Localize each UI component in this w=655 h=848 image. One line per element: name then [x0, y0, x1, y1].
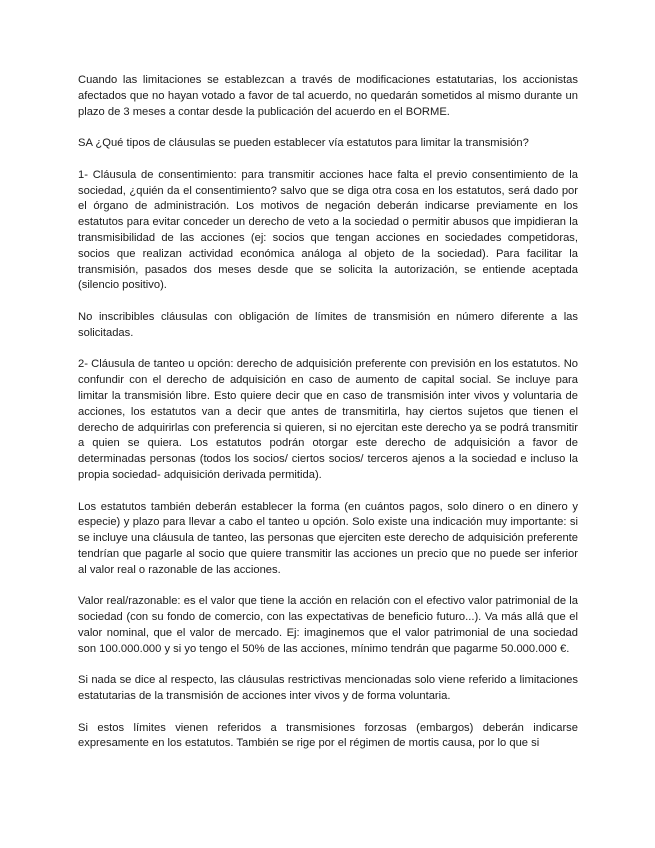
- paragraph-consent-clause: 1- Cláusula de consentimiento: para transmitir acciones hace falta el previo consentimiento de la sociedad, ¿quién da el consentimiento? salvo que se diga otra cosa en los estatutos, será dado por el órgano de administración. Los motivos de negación deberán indicarse previamente en los estatutos para evitar conceder un derecho de veto a la sociedad o permitir abusos que impidieran la transmisibilidad de las acciones (ej: socios que tengan acciones en sociedades competidoras, socios que realizan actividad económica análoga al objeto de la sociedad). Para facilitar la transmisión, pasados dos meses desde que se solicita la autorización, se entiende aceptada (silencio positivo).: [78, 168, 578, 292]
- paragraph-default-scope: Si nada se dice al respecto, las cláusulas restrictivas mencionadas solo viene referido a limitaciones estatutarias de la transmisión de acciones inter vivos y de forma voluntaria.: [78, 674, 578, 703]
- paragraph-fair-value: Valor real/razonable: es el valor que tiene la acción en relación con el efectivo valor patrimonial de la sociedad (con su fondo de comercio, con las expectativas de beneficio futuro...). Va más allá que el valor nominal, que el valor de mercado. Ej: imaginemos que el valor patrimonial de una sociedad son 100.000.000 y si yo tengo el 50% de las acciones, mínimo tendrán que pagarme 50.000.000 €.: [78, 595, 578, 655]
- paragraph-first-refusal-clause: 2- Cláusula de tanteo u opción: derecho de adquisición preferente con previsión en los estatutos. No confundir con el derecho de adquisición en caso de aumento de capital social. Se incluye para limitar la transmisión libre. Esto quiere decir que en caso de transmisión inter vivos y voluntaria de acciones, los estatutos van a decir que antes de transmitirla, hay ciertos sujetos que tienen el derecho de adquirirlas con preferencia si quieren, si no ejercitan este derecho ya se podrá transmitir a quien se quiera. Los estatutos podrán otorgar este derecho de adquisición a favor de determinadas personas (todos los socios/ ciertos socios/ terceros ajenos a la sociedad e incluso la propia sociedad- adquisición derivada permitida).: [78, 358, 578, 481]
- paragraph-non-registrable-clauses: No inscribibles cláusulas con obligación de límites de transmisión en número diferente a las solicitadas.: [78, 310, 578, 339]
- paragraph-form-and-term: Los estatutos también deberán establecer la forma (en cuántos pagos, solo dinero o en dinero y especie) y plazo para llevar a cabo el tanteo u opción. Solo existe una indicación muy importante: si se incluye una cláusula de tanteo, las personas que ejerciten este derecho de adquisición preferente tendrían que pagarle al socio que quiere transmitir las acciones un precio que no puede ser inferior al valor real o razonable de las acciones.: [78, 500, 578, 576]
- paragraph-forced-transfers: Si estos límites vienen referidos a transmisiones forzosas (embargos) deberán indicarse expresamente en los estatutos. También se rige por el régimen de mortis causa, por lo que si: [78, 721, 578, 750]
- paragraph-statutory-modifications: Cuando las limitaciones se establezcan a través de modificaciones estatutarias, los accionistas afectados que no hayan votado a favor de tal acuerdo, no quedarán sometidos al mismo durante un plazo de 3 meses a contar desde la publicación del acuerdo en el BORME.: [78, 74, 578, 118]
- document-body: [78, 73, 578, 768]
- paragraph-question-clause-types: SA ¿Qué tipos de cláusulas se pueden establecer vía estatutos para limitar la transmisión?: [78, 137, 529, 150]
